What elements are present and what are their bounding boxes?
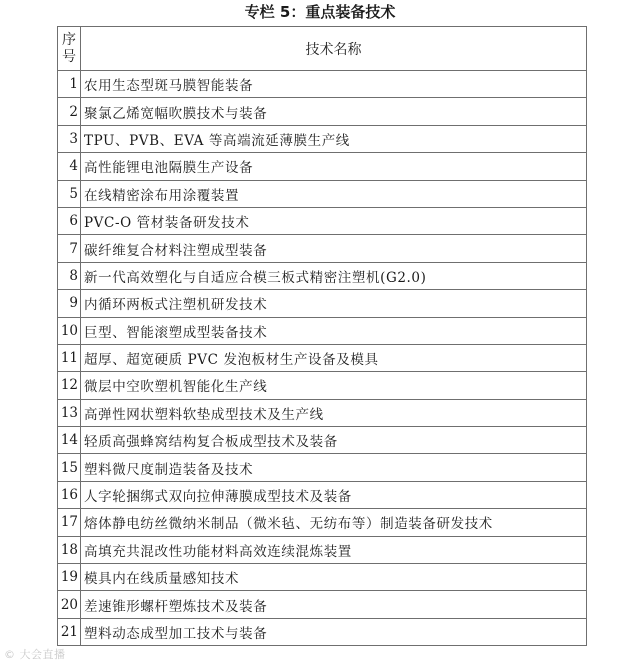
table-header-row xyxy=(58,27,587,71)
row-serial-number: 17 xyxy=(58,509,81,536)
row-serial-number: 10 xyxy=(58,317,81,344)
row-technology-name: 熔体静电纺丝微纳米制品（微米毡、无纺布等）制造装备研发技术 xyxy=(81,509,587,536)
column-header-technology-name: 技术名称 xyxy=(81,27,587,71)
row-serial-number: 5 xyxy=(58,180,81,207)
row-technology-name: TPU、PVB、EVA 等高端流延薄膜生产线 xyxy=(81,125,587,152)
row-serial-number: 8 xyxy=(58,262,81,289)
table-row xyxy=(58,317,587,344)
row-serial-number: 16 xyxy=(58,481,81,508)
table-row xyxy=(58,481,587,508)
row-serial-number: 21 xyxy=(58,618,81,645)
table-row xyxy=(58,71,587,98)
row-technology-name: 内循环两板式注塑机研发技术 xyxy=(81,290,587,317)
equipment-technology-table xyxy=(57,26,587,646)
row-serial-number: 20 xyxy=(58,591,81,618)
row-technology-name: 高填充共混改性功能材料高效连续混炼装置 xyxy=(81,536,587,563)
row-technology-name: 碳纤维复合材料注塑成型装备 xyxy=(81,235,587,262)
row-technology-name: 高性能锂电池隔膜生产设备 xyxy=(81,153,587,180)
table-row xyxy=(58,262,587,289)
row-serial-number: 3 xyxy=(58,125,81,152)
row-serial-number: 9 xyxy=(58,290,81,317)
row-serial-number: 12 xyxy=(58,372,81,399)
table-row xyxy=(58,591,587,618)
table-row xyxy=(58,153,587,180)
row-technology-name: PVC-O 管材装备研发技术 xyxy=(81,207,587,234)
row-serial-number: 7 xyxy=(58,235,81,262)
row-technology-name: 超厚、超宽硬质 PVC 发泡板材生产设备及模具 xyxy=(81,344,587,371)
row-serial-number: 11 xyxy=(58,344,81,371)
table-body xyxy=(58,71,587,646)
row-serial-number: 18 xyxy=(58,536,81,563)
table-row xyxy=(58,207,587,234)
row-technology-name: 塑料微尺度制造装备及技术 xyxy=(81,454,587,481)
table-row xyxy=(58,509,587,536)
table-row xyxy=(58,564,587,591)
row-serial-number: 2 xyxy=(58,98,81,125)
row-serial-number: 15 xyxy=(58,454,81,481)
table-row xyxy=(58,454,587,481)
row-serial-number: 14 xyxy=(58,427,81,454)
table-row xyxy=(58,399,587,426)
row-serial-number: 19 xyxy=(58,564,81,591)
table-row xyxy=(58,125,587,152)
column-header-serial-number: 序号 xyxy=(58,27,81,71)
row-technology-name: 微层中空吹塑机智能化生产线 xyxy=(81,372,587,399)
row-technology-name: 人字轮捆绑式双向拉伸薄膜成型技术及装备 xyxy=(81,481,587,508)
row-technology-name: 在线精密涂布用涂覆装置 xyxy=(81,180,587,207)
table-row xyxy=(58,372,587,399)
table-row xyxy=(58,344,587,371)
row-technology-name: 巨型、智能滚塑成型装备技术 xyxy=(81,317,587,344)
row-serial-number: 1 xyxy=(58,71,81,98)
row-technology-name: 模具内在线质量感知技术 xyxy=(81,564,587,591)
row-technology-name: 聚氯乙烯宽幅吹膜技术与装备 xyxy=(81,98,587,125)
watermark: © 大会直播 xyxy=(4,648,66,661)
row-technology-name: 新一代高效塑化与自适应合模三板式精密注塑机(G2.0) xyxy=(81,262,587,289)
table-row xyxy=(58,618,587,645)
table-row xyxy=(58,536,587,563)
row-technology-name: 农用生态型斑马膜智能装备 xyxy=(81,71,587,98)
table-row xyxy=(58,290,587,317)
row-technology-name: 塑料动态成型加工技术与装备 xyxy=(81,618,587,645)
row-technology-name: 高弹性网状塑料软垫成型技术及生产线 xyxy=(81,399,587,426)
page-title: 专栏 5：重点装备技术 xyxy=(244,3,396,21)
row-serial-number: 13 xyxy=(58,399,81,426)
row-serial-number: 6 xyxy=(58,207,81,234)
table-row xyxy=(58,98,587,125)
row-technology-name: 差速锥形螺杆塑炼技术及装备 xyxy=(81,591,587,618)
table-row xyxy=(58,180,587,207)
table-row xyxy=(58,235,587,262)
row-serial-number: 4 xyxy=(58,153,81,180)
table-row xyxy=(58,427,587,454)
row-technology-name: 轻质高强蜂窝结构复合板成型技术及装备 xyxy=(81,427,587,454)
